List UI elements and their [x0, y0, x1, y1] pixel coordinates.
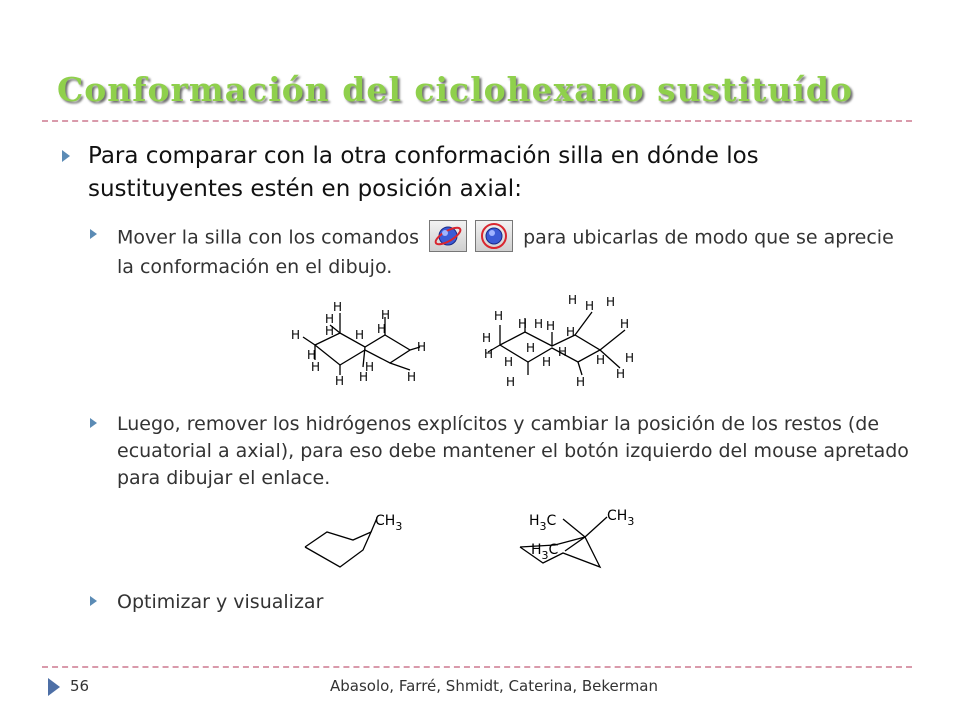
h-atom: H	[381, 308, 391, 322]
h-atom: H	[291, 328, 301, 342]
h-atom: H	[355, 328, 365, 342]
h-atom: H	[542, 355, 552, 369]
bullet-marker	[90, 418, 97, 428]
h-atom: H	[333, 300, 343, 314]
h3c-label: $H_3C$	[531, 542, 559, 562]
title-divider	[42, 120, 912, 122]
h-atom: H	[576, 375, 586, 389]
subbullet-move-text-start: Mover la silla con los comandos	[117, 226, 420, 249]
h-atom: H	[616, 367, 626, 381]
h-atom: H	[407, 370, 417, 384]
h3c-label: $H_3C$	[529, 513, 557, 533]
slide-title: Conformación del ciclohexano sustituído	[57, 70, 853, 109]
h-atom: H	[518, 317, 528, 331]
h-atom: H	[494, 309, 504, 323]
subbullet-move-text-end: para ubicarlas de modo que se aprecie la conformación en el dibujo.	[117, 226, 894, 278]
h-atom: H	[335, 374, 345, 388]
h-atom: H	[568, 293, 578, 307]
footer-divider	[42, 666, 912, 668]
h-atom: H	[596, 353, 606, 367]
dimethylcyclohexane-explicit-h	[470, 290, 645, 389]
h-atom: H	[620, 317, 630, 331]
methylcyclohexane-axial	[305, 510, 415, 580]
rotate-2d-icon[interactable]	[475, 220, 513, 252]
bullet-marker	[90, 596, 97, 606]
ch3-label: $CH_3$	[607, 508, 635, 528]
footer-authors: Abasolo, Farré, Shmidt, Caterina, Bekerman	[330, 677, 659, 695]
ch3-label: $CH_3$	[375, 513, 403, 533]
h-atom: H	[625, 351, 635, 365]
subbullet-move	[117, 222, 897, 281]
subbullet-optimize: Optimizar y visualizar	[117, 591, 324, 613]
h-atom: H	[566, 325, 576, 339]
h-atom: H	[558, 345, 568, 359]
bullet-marker	[90, 229, 97, 239]
h-atom: H	[504, 355, 514, 369]
h-atom: H	[482, 331, 492, 345]
footer-triangle-icon	[48, 678, 60, 696]
h-atom: H	[325, 312, 335, 326]
bullet-marker	[62, 150, 70, 162]
h-atom: H	[546, 319, 556, 333]
h-atom: H	[526, 341, 536, 355]
h-atom: H	[606, 295, 616, 309]
h-atom: H	[359, 370, 369, 384]
dimethylcyclohexane-axial	[515, 505, 645, 585]
h-atom: H	[417, 340, 427, 354]
h-atom: H	[506, 375, 516, 389]
h-atom: H	[311, 360, 321, 374]
rotate-3d-icon[interactable]	[429, 220, 467, 252]
page-number: 56	[70, 677, 90, 695]
subbullet-remove: Luego, remover los hidrógenos explícitos y cambiar la posición de los restos (de ecuatorial a axial), para eso debe mantener el botón izquierdo del mouse apretado para dibujar el enlace.	[117, 413, 909, 489]
h-atom: H	[377, 322, 387, 336]
h-atom: H	[534, 317, 544, 331]
h-atom: H	[365, 360, 375, 374]
h-atom: H	[325, 324, 335, 338]
h-atom: H	[484, 347, 494, 361]
bullet-main: Para comparar con la otra conformación silla en dónde los sustituyentes estén en posición axial:	[88, 143, 759, 202]
methylcyclohexane-explicit-h	[285, 295, 435, 390]
h-atom: H	[307, 348, 317, 362]
h-atom: H	[585, 299, 595, 313]
